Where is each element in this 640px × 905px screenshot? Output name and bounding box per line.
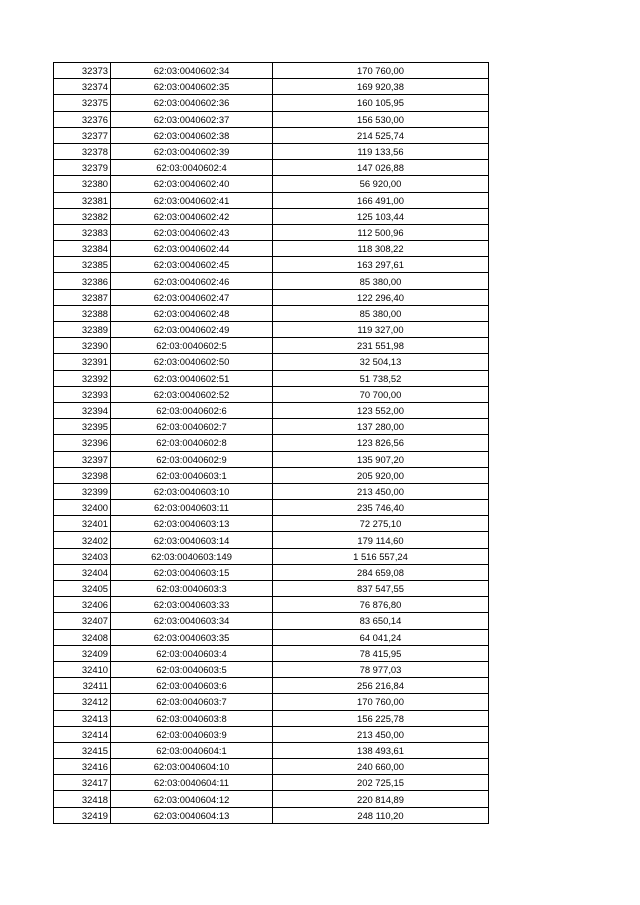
cadastral-value-cell: 202 725,15 [273, 775, 489, 791]
cadastral-number-cell: 62:03:0040603:11 [111, 500, 273, 516]
cadastral-number-cell: 62:03:0040602:51 [111, 370, 273, 386]
cadastral-number-cell: 62:03:0040603:15 [111, 564, 273, 580]
cadastral-number-cell: 62:03:0040603:10 [111, 483, 273, 499]
cadastral-number-cell: 62:03:0040604:10 [111, 759, 273, 775]
cadastral-value-cell: 78 415,95 [273, 645, 489, 661]
cadastral-number-cell: 62:03:0040603:5 [111, 661, 273, 677]
cadastral-value-cell: 51 738,52 [273, 370, 489, 386]
table-row [54, 710, 489, 726]
row-number-cell: 32400 [54, 500, 111, 516]
cadastral-value-cell: 240 660,00 [273, 759, 489, 775]
row-number-cell: 32391 [54, 354, 111, 370]
table-row [54, 111, 489, 127]
row-number-cell: 32398 [54, 467, 111, 483]
cadastral-number-cell: 62:03:0040603:35 [111, 629, 273, 645]
row-number-cell: 32373 [54, 63, 111, 79]
table-row [54, 775, 489, 791]
cadastral-number-cell: 62:03:0040602:40 [111, 176, 273, 192]
cadastral-value-cell: 118 308,22 [273, 241, 489, 257]
cadastral-value-cell: 235 746,40 [273, 500, 489, 516]
cadastral-value-cell: 156 530,00 [273, 111, 489, 127]
row-number-cell: 32404 [54, 564, 111, 580]
cadastral-number-cell: 62:03:0040602:45 [111, 257, 273, 273]
cadastral-value-cell: 85 380,00 [273, 305, 489, 321]
cadastral-number-cell: 62:03:0040604:11 [111, 775, 273, 791]
table-row [54, 127, 489, 143]
cadastral-value-cell: 205 920,00 [273, 467, 489, 483]
row-number-cell: 32378 [54, 143, 111, 159]
table-row [54, 597, 489, 613]
row-number-cell: 32411 [54, 678, 111, 694]
cadastral-value-cell: 837 547,55 [273, 581, 489, 597]
cadastral-number-cell: 62:03:0040603:149 [111, 548, 273, 564]
row-number-cell: 32397 [54, 451, 111, 467]
table-row [54, 645, 489, 661]
cadastral-number-cell: 62:03:0040602:38 [111, 127, 273, 143]
table-row [54, 143, 489, 159]
table-row [54, 500, 489, 516]
table-row [54, 694, 489, 710]
cadastral-number-cell: 62:03:0040602:47 [111, 289, 273, 305]
table-row [54, 564, 489, 580]
row-number-cell: 32418 [54, 791, 111, 807]
cadastral-value-cell: 56 920,00 [273, 176, 489, 192]
table-row [54, 467, 489, 483]
table-row [54, 176, 489, 192]
cadastral-value-cell: 123 826,56 [273, 435, 489, 451]
table-row [54, 419, 489, 435]
cadastral-number-cell: 62:03:0040602:39 [111, 143, 273, 159]
table-row [54, 516, 489, 532]
cadastral-value-cell: 213 450,00 [273, 483, 489, 499]
cadastral-number-cell: 62:03:0040602:52 [111, 386, 273, 402]
cadastral-number-cell: 62:03:0040602:5 [111, 338, 273, 354]
cadastral-number-cell: 62:03:0040603:13 [111, 516, 273, 532]
cadastral-value-cell: 256 216,84 [273, 678, 489, 694]
cadastral-number-cell: 62:03:0040604:13 [111, 807, 273, 823]
row-number-cell: 32392 [54, 370, 111, 386]
row-number-cell: 32385 [54, 257, 111, 273]
row-number-cell: 32386 [54, 273, 111, 289]
row-number-cell: 32414 [54, 726, 111, 742]
cadastral-number-cell: 62:03:0040603:7 [111, 694, 273, 710]
table-row [54, 742, 489, 758]
row-number-cell: 32389 [54, 322, 111, 338]
row-number-cell: 32381 [54, 192, 111, 208]
row-number-cell: 32384 [54, 241, 111, 257]
cadastral-number-cell: 62:03:0040603:34 [111, 613, 273, 629]
row-number-cell: 32407 [54, 613, 111, 629]
cadastral-number-cell: 62:03:0040603:3 [111, 581, 273, 597]
cadastral-value-cell: 85 380,00 [273, 273, 489, 289]
cadastral-value-cell: 32 504,13 [273, 354, 489, 370]
cadastral-value-cell: 213 450,00 [273, 726, 489, 742]
row-number-cell: 32413 [54, 710, 111, 726]
table-row [54, 192, 489, 208]
table-row [54, 208, 489, 224]
cadastral-value-cell: 170 760,00 [273, 694, 489, 710]
cadastral-value-cell: 78 977,03 [273, 661, 489, 677]
row-number-cell: 32401 [54, 516, 111, 532]
cadastral-value-cell: 166 491,00 [273, 192, 489, 208]
cadastral-number-cell: 62:03:0040602:6 [111, 402, 273, 418]
table-row [54, 338, 489, 354]
cadastral-value-table [53, 62, 489, 824]
row-number-cell: 32393 [54, 386, 111, 402]
cadastral-value-cell: 147 026,88 [273, 160, 489, 176]
table-row [54, 386, 489, 402]
cadastral-number-cell: 62:03:0040602:37 [111, 111, 273, 127]
table-row [54, 370, 489, 386]
cadastral-value-cell: 163 297,61 [273, 257, 489, 273]
cadastral-number-cell: 62:03:0040602:41 [111, 192, 273, 208]
row-number-cell: 32374 [54, 79, 111, 95]
row-number-cell: 32405 [54, 581, 111, 597]
table-row [54, 354, 489, 370]
cadastral-number-cell: 62:03:0040602:46 [111, 273, 273, 289]
cadastral-value-cell: 72 275,10 [273, 516, 489, 532]
row-number-cell: 32419 [54, 807, 111, 823]
cadastral-value-cell: 122 296,40 [273, 289, 489, 305]
cadastral-value-cell: 214 525,74 [273, 127, 489, 143]
row-number-cell: 32395 [54, 419, 111, 435]
cadastral-number-cell: 62:03:0040602:8 [111, 435, 273, 451]
table-row [54, 402, 489, 418]
table-row [54, 289, 489, 305]
cadastral-number-cell: 62:03:0040604:12 [111, 791, 273, 807]
table-row [54, 759, 489, 775]
cadastral-number-cell: 62:03:0040602:50 [111, 354, 273, 370]
table-row [54, 548, 489, 564]
table-row [54, 95, 489, 111]
cadastral-number-cell: 62:03:0040603:4 [111, 645, 273, 661]
cadastral-number-cell: 62:03:0040602:36 [111, 95, 273, 111]
table-row [54, 807, 489, 823]
table-row [54, 160, 489, 176]
cadastral-value-cell: 137 280,00 [273, 419, 489, 435]
table-row [54, 629, 489, 645]
cadastral-number-cell: 62:03:0040602:42 [111, 208, 273, 224]
cadastral-value-cell: 231 551,98 [273, 338, 489, 354]
table-row [54, 63, 489, 79]
cadastral-value-cell: 125 103,44 [273, 208, 489, 224]
cadastral-value-cell: 169 920,38 [273, 79, 489, 95]
cadastral-number-cell: 62:03:0040602:9 [111, 451, 273, 467]
table-row [54, 661, 489, 677]
cadastral-number-cell: 62:03:0040602:34 [111, 63, 273, 79]
table-row [54, 613, 489, 629]
row-number-cell: 32375 [54, 95, 111, 111]
row-number-cell: 32416 [54, 759, 111, 775]
cadastral-value-cell: 76 876,80 [273, 597, 489, 613]
table-row [54, 435, 489, 451]
cadastral-value-cell: 248 110,20 [273, 807, 489, 823]
table-row [54, 532, 489, 548]
row-number-cell: 32408 [54, 629, 111, 645]
cadastral-value-cell: 170 760,00 [273, 63, 489, 79]
cadastral-value-cell: 179 114,60 [273, 532, 489, 548]
table-row [54, 678, 489, 694]
cadastral-number-cell: 62:03:0040603:1 [111, 467, 273, 483]
cadastral-value-cell: 64 041,24 [273, 629, 489, 645]
table-body [54, 63, 489, 824]
table-row [54, 322, 489, 338]
table-row [54, 224, 489, 240]
cadastral-number-cell: 62:03:0040602:43 [111, 224, 273, 240]
row-number-cell: 32409 [54, 645, 111, 661]
cadastral-value-cell: 119 133,56 [273, 143, 489, 159]
row-number-cell: 32415 [54, 742, 111, 758]
row-number-cell: 32387 [54, 289, 111, 305]
cadastral-value-cell: 220 814,89 [273, 791, 489, 807]
row-number-cell: 32376 [54, 111, 111, 127]
cadastral-number-cell: 62:03:0040602:49 [111, 322, 273, 338]
cadastral-number-cell: 62:03:0040602:48 [111, 305, 273, 321]
cadastral-value-cell: 160 105,95 [273, 95, 489, 111]
row-number-cell: 32377 [54, 127, 111, 143]
table-row [54, 581, 489, 597]
cadastral-value-cell: 123 552,00 [273, 402, 489, 418]
row-number-cell: 32388 [54, 305, 111, 321]
row-number-cell: 32417 [54, 775, 111, 791]
cadastral-number-cell: 62:03:0040602:35 [111, 79, 273, 95]
row-number-cell: 32402 [54, 532, 111, 548]
table-row [54, 79, 489, 95]
cadastral-number-cell: 62:03:0040603:6 [111, 678, 273, 694]
row-number-cell: 32380 [54, 176, 111, 192]
cadastral-value-cell: 156 225,78 [273, 710, 489, 726]
row-number-cell: 32406 [54, 597, 111, 613]
cadastral-value-cell: 138 493,61 [273, 742, 489, 758]
table-row [54, 241, 489, 257]
table-row [54, 726, 489, 742]
row-number-cell: 32396 [54, 435, 111, 451]
table-row [54, 257, 489, 273]
table-row [54, 451, 489, 467]
row-number-cell: 32412 [54, 694, 111, 710]
cadastral-value-cell: 112 500,96 [273, 224, 489, 240]
table-row [54, 483, 489, 499]
cadastral-number-cell: 62:03:0040603:8 [111, 710, 273, 726]
table-row [54, 305, 489, 321]
cadastral-number-cell: 62:03:0040602:44 [111, 241, 273, 257]
row-number-cell: 32399 [54, 483, 111, 499]
row-number-cell: 32379 [54, 160, 111, 176]
table-row [54, 791, 489, 807]
cadastral-value-cell: 83 650,14 [273, 613, 489, 629]
cadastral-number-cell: 62:03:0040602:7 [111, 419, 273, 435]
row-number-cell: 32382 [54, 208, 111, 224]
row-number-cell: 32403 [54, 548, 111, 564]
cadastral-value-cell: 135 907,20 [273, 451, 489, 467]
cadastral-number-cell: 62:03:0040602:4 [111, 160, 273, 176]
row-number-cell: 32390 [54, 338, 111, 354]
cadastral-value-cell: 119 327,00 [273, 322, 489, 338]
cadastral-value-cell: 1 516 557,24 [273, 548, 489, 564]
cadastral-value-cell: 70 700,00 [273, 386, 489, 402]
cadastral-number-cell: 62:03:0040604:1 [111, 742, 273, 758]
cadastral-value-cell: 284 659,08 [273, 564, 489, 580]
row-number-cell: 32410 [54, 661, 111, 677]
row-number-cell: 32383 [54, 224, 111, 240]
table-row [54, 273, 489, 289]
cadastral-number-cell: 62:03:0040603:33 [111, 597, 273, 613]
cadastral-number-cell: 62:03:0040603:9 [111, 726, 273, 742]
cadastral-number-cell: 62:03:0040603:14 [111, 532, 273, 548]
row-number-cell: 32394 [54, 402, 111, 418]
